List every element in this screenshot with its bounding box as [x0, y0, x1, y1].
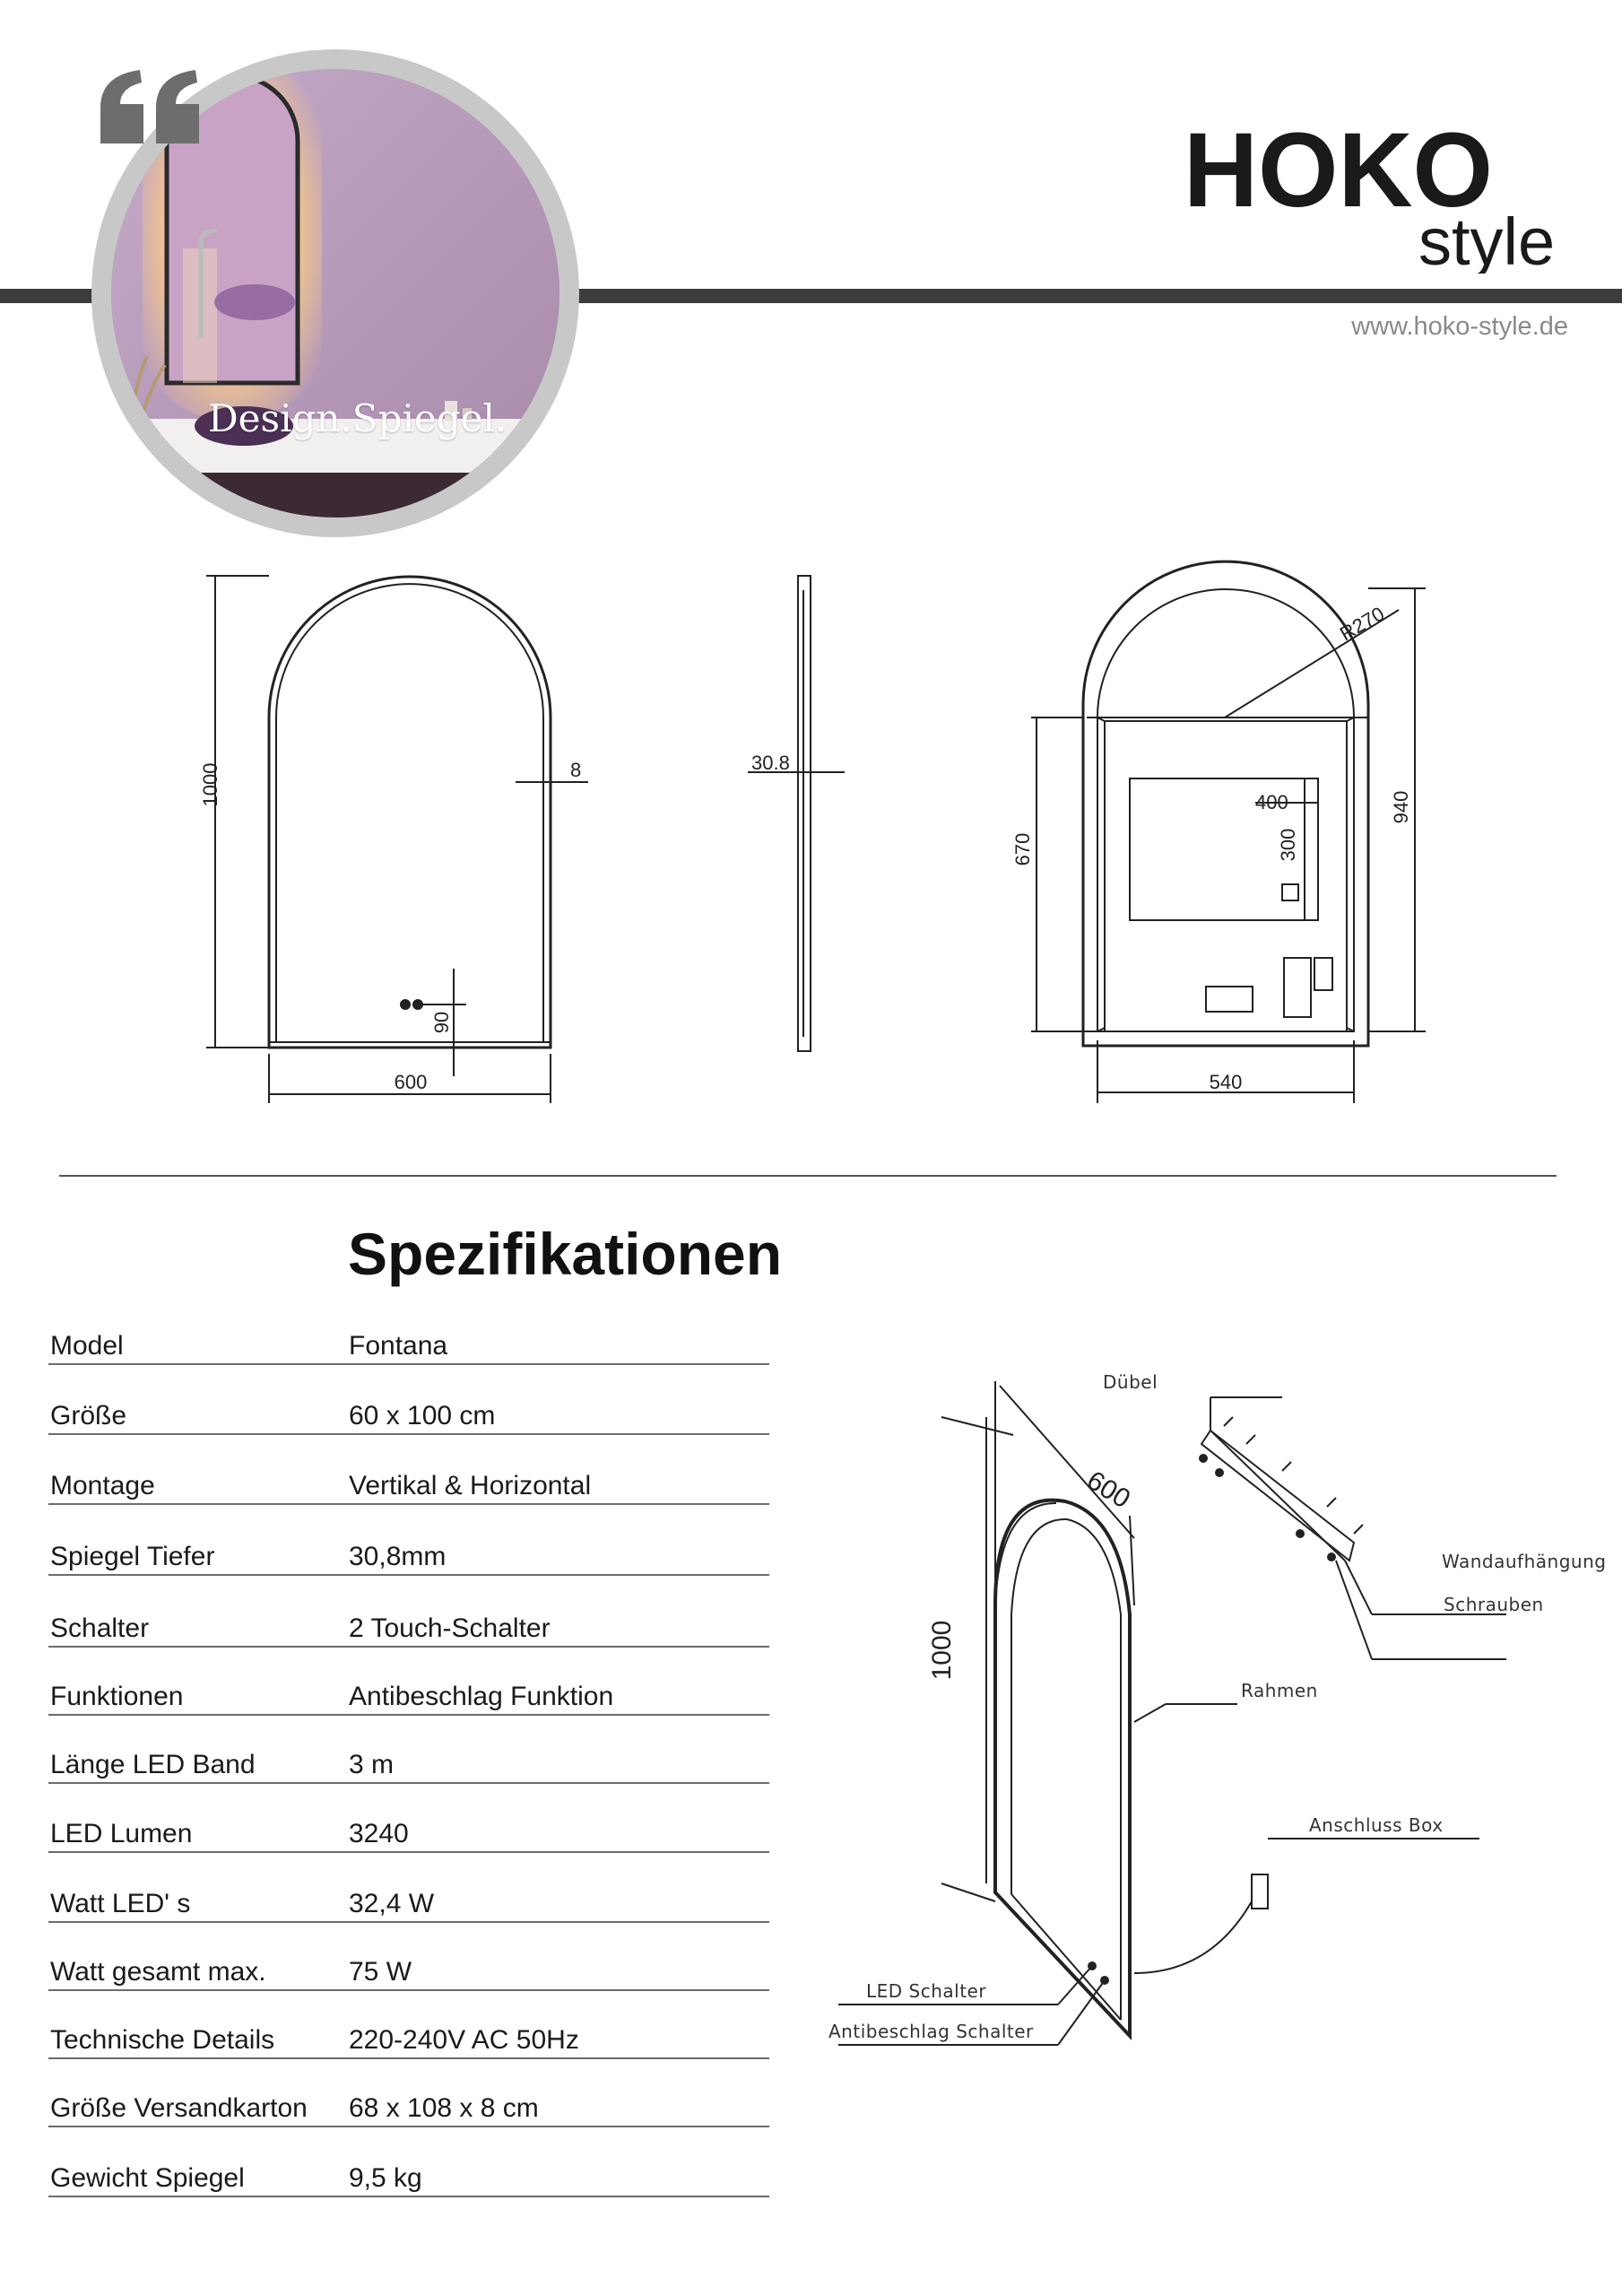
spec-value: 68 x 108 x 8 cm	[349, 2093, 539, 2123]
back-box-height-label: 300	[1277, 828, 1299, 862]
back-radius-label: R270	[1336, 602, 1389, 646]
side-view-drawing	[748, 576, 845, 1051]
front-switch-offset-label: 90	[430, 1011, 453, 1034]
back-view-drawing	[1031, 561, 1426, 1103]
spec-label: Schalter	[50, 1613, 150, 1643]
front-height-label: 1000	[199, 762, 221, 807]
iso-frame-label: Rahmen	[1241, 1680, 1318, 1701]
spec-row	[48, 1867, 769, 1923]
spec-row	[48, 2004, 769, 2059]
iso-connection-box-label: Anschluss Box	[1309, 1814, 1444, 1836]
technical-drawings	[0, 538, 1622, 1166]
back-inner-width-label: 540	[1209, 1071, 1243, 1093]
spec-value: 9,5 kg	[349, 2163, 422, 2193]
iso-width-label: 600	[1081, 1465, 1136, 1515]
spec-value: Vertikal & Horizontal	[349, 1471, 592, 1500]
brand-main-text: HOKO	[1184, 121, 1493, 230]
quote-icon	[97, 68, 204, 148]
iso-height-label: 1000	[927, 1620, 957, 1681]
back-inner-height-label: 670	[1011, 832, 1034, 866]
spec-row	[48, 1309, 769, 1365]
spec-value: 32,4 W	[349, 1889, 435, 1918]
spec-label: Model	[50, 1331, 124, 1361]
spec-row	[48, 1592, 769, 1648]
spec-label: Watt LED' s	[50, 1889, 191, 1918]
spec-label: Größe	[50, 1401, 127, 1431]
iso-mirror-drawing	[838, 1381, 1506, 2045]
website-url[interactable]: www.hoko-style.de	[1351, 312, 1568, 341]
back-box-width-label: 400	[1255, 791, 1288, 813]
spec-value: 3240	[349, 1819, 409, 1848]
spec-row	[48, 2142, 769, 2197]
spec-label: Montage	[50, 1471, 155, 1500]
spec-value: 60 x 100 cm	[349, 1401, 496, 1431]
spec-row	[48, 1935, 769, 1991]
spec-value: 3 m	[349, 1750, 395, 1779]
spec-label: LED Lumen	[50, 1819, 193, 1848]
side-depth-label: 30.8	[751, 752, 790, 774]
spec-row	[48, 1660, 769, 1716]
spec-label: Watt gesamt max.	[50, 1957, 266, 1987]
back-outer-height-label: 940	[1390, 790, 1412, 824]
front-width-label: 600	[394, 1071, 428, 1093]
spec-row	[48, 1728, 769, 1784]
back-view-labels	[1011, 602, 1412, 1093]
iso-wall-mount-label: Wandaufhängung	[1442, 1551, 1607, 1572]
spec-row	[48, 2072, 769, 2127]
spec-label: Länge LED Band	[50, 1750, 256, 1779]
spec-value: Fontana	[349, 1331, 448, 1361]
isometric-drawing	[825, 1345, 1622, 2063]
spec-label: Spiegel Tiefer	[50, 1542, 215, 1571]
photo-caption: Design.Spiegel.	[208, 396, 507, 440]
spec-value: Antibeschlag Funktion	[349, 1682, 614, 1711]
brand-logo	[1184, 121, 1578, 274]
spec-row	[48, 1520, 769, 1576]
spec-label: Größe Versandkarton	[50, 2093, 308, 2123]
iso-led-switch-label: LED Schalter	[866, 1980, 987, 2002]
iso-dubel-label: Dübel	[1103, 1371, 1158, 1393]
spec-label: Technische Details	[50, 2025, 275, 2055]
iso-antifog-switch-label: Antibeschlag Schalter	[828, 2021, 1034, 2042]
front-view-drawing	[206, 576, 588, 1103]
front-view-labels	[199, 759, 581, 1093]
spec-value: 2 Touch-Schalter	[349, 1613, 551, 1643]
spec-label: Gewicht Spiegel	[50, 2163, 245, 2193]
front-frame-label: 8	[570, 759, 582, 781]
spec-label: Funktionen	[50, 1682, 184, 1711]
spec-value: 220-240V AC 50Hz	[349, 2025, 579, 2055]
section-divider	[59, 1175, 1557, 1177]
brand-sub-text: style	[1418, 204, 1556, 274]
iso-screws-label: Schrauben	[1444, 1594, 1544, 1615]
spec-row	[48, 1797, 769, 1853]
spec-row	[48, 1449, 769, 1505]
specs-title: Spezifikationen	[348, 1221, 783, 1287]
spec-value: 30,8mm	[349, 1542, 447, 1571]
spec-value: 75 W	[349, 1957, 412, 1987]
spec-row	[48, 1379, 769, 1435]
